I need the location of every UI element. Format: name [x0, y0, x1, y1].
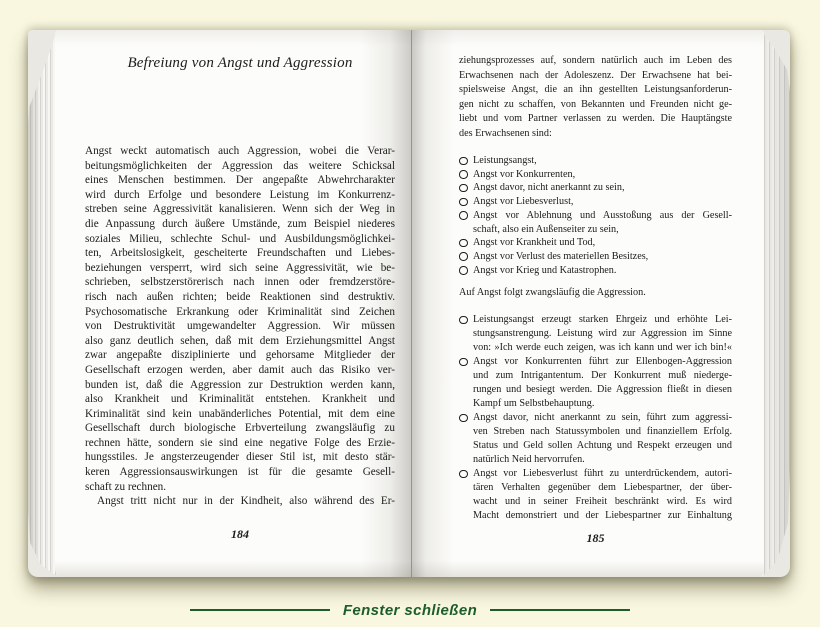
text-line: Angst vor Liebesverlust, — [473, 196, 574, 208]
text-line: hungsstiles. Je angsterzeugender dieser Stil ist, mit desto stär- — [85, 451, 395, 464]
text-line: Gesellschaft durch biologische Erbverteilung zwangsläufig zu — [85, 422, 395, 435]
text-line: ziehungsprozesses auf, sondern natürlich auch im Leben des — [459, 55, 732, 66]
text-line: wird durch Erfolge und besondere Leistung im Konkurrenz- — [85, 188, 395, 201]
text-line: Angst vor Ablehnung und Ausstoßung aus der Gesell- — [473, 209, 732, 221]
circle-bullet-icon — [459, 239, 468, 248]
book-page-right — [412, 30, 764, 577]
circle-bullet-icon — [459, 198, 468, 207]
circle-bullet-icon — [459, 157, 468, 166]
text-line: soziales Milieu, schlechte Schul- und Ausbildungsmöglichkei- — [85, 232, 395, 245]
text-line: zwar angepaßte disziplinierte und gehorsame Mitglieder der — [85, 349, 395, 362]
text-line: Psychosomatische Erkrankung oder Kriminalität sind Zeichen — [85, 305, 395, 318]
list-item — [459, 154, 732, 168]
text-line: keren Aggressionsauswirkungen ist für die gesamte Gesell- — [85, 466, 395, 479]
text-line: ten, Arbeitslosigkeit, gescheiterte Freundschaften und Liebes- — [85, 247, 395, 260]
right-page-intro-text — [459, 54, 732, 142]
list-item — [459, 195, 732, 209]
list-item — [459, 411, 732, 467]
left-page-text — [85, 144, 395, 509]
circle-bullet-icon — [459, 470, 468, 479]
list-item — [459, 355, 732, 411]
chapter-heading: Befreiung von Angst und Aggression — [127, 55, 353, 71]
list-item — [459, 168, 732, 182]
list-item — [459, 313, 732, 355]
text-line: Angst vor Konkurrenten führt zur Ellenbogen-Aggression — [473, 356, 732, 367]
text-line: risch nach außen richten; beide Reaktionen sind destruktiv. — [85, 290, 395, 303]
fears-bullet-list — [459, 154, 732, 277]
close-window-row — [0, 597, 820, 623]
list-item — [459, 467, 732, 523]
text-line: Status und Geld sollen Achtung und Respekt erzeugen und — [473, 440, 732, 451]
circle-bullet-icon — [459, 211, 468, 220]
text-line: Angst davor, nicht anerkannt zu sein, — [473, 182, 625, 194]
book-page-left — [55, 30, 412, 577]
text-line: rechnen hätte, sondern sie sind eine negative Folge des Erzie- — [85, 436, 395, 449]
circle-bullet-icon — [459, 252, 468, 261]
text-line: bunden ist, daß die Aggression zur Destruktion werden kann, — [85, 378, 395, 391]
text-line: Angst vor Krieg und Katastrophen. — [473, 264, 617, 276]
text-line: von: »Ich werde euch zeigen, was ich kann und wer ich bin!« — [473, 342, 732, 353]
text-line: spielsweise Angst, die an ihn gestellten Leistungsanforderun- — [459, 84, 732, 96]
text-line: rungen und besiegt werden. Die Aggression fließt in diesen — [473, 384, 732, 395]
text-line: Leistungsangst, — [473, 155, 537, 166]
text-line: beziehungen versperrt, wird sich seine Aggressivität, wie be- — [85, 261, 395, 274]
text-line: Angst vor Liebesverlust führt zu unterdrückendem, autori- — [473, 468, 732, 479]
text-line: streben seine Aggressivität kanalisieren. Wenn sich der Weg in — [85, 203, 395, 216]
circle-bullet-icon — [459, 358, 468, 367]
text-line: Angst davor, nicht anerkannt zu sein, führt zum aggressi- — [473, 412, 732, 423]
text-line: Erwachsenen nach der Adoleszenz. Der Erwachsene hat bei- — [459, 69, 732, 81]
text-line: Angst tritt nicht nur in der Kindheit, also während des Er- — [97, 495, 395, 508]
close-rule-right — [490, 609, 630, 611]
text-line: Angst vor Verlust des materiellen Besitzes, — [473, 250, 649, 262]
transition-sentence: Auf Angst folgt zwangsläufig die Aggression. — [459, 287, 646, 298]
text-line: schaft, also ein Außenseiter zu sein, — [473, 223, 619, 235]
circle-bullet-icon — [459, 170, 468, 179]
list-item — [459, 209, 732, 236]
text-line: Angst vor Krankheit und Tod, — [473, 237, 596, 249]
aggression-bullet-list — [459, 313, 732, 523]
page-number-left: 184 — [231, 527, 249, 541]
circle-bullet-icon — [459, 266, 468, 275]
text-line: Leistungsangst erzeugt starken Ehrgeiz und erhöhte Lei- — [473, 314, 732, 325]
circle-bullet-icon — [459, 316, 468, 325]
text-line: stungsanstrengung. Leistung wird zur Aggression im Sinne — [473, 328, 732, 339]
text-line: des Erwachsenen sind: — [459, 127, 552, 139]
list-item — [459, 264, 732, 278]
text-line: und zum Intrigantentum. Der Konkurrent muß niederge- — [473, 370, 732, 381]
text-line: Kriminalität sind kein unabänderliches Potential, mit dem eine — [85, 407, 395, 420]
text-line: ven Streben nach Statussymbolen und finanziellem Erfolg. — [473, 426, 732, 437]
page-number-right: 185 — [586, 531, 605, 545]
text-line: Angst weckt automatisch auch Aggression, wobei die Verar- — [85, 145, 395, 157]
page-stack-edge-left — [28, 31, 57, 576]
text-line: schaft zu rechnen. — [85, 480, 167, 493]
text-line: eines Menschen bestimmen. Der angepaßte Abwehrcharakter — [85, 174, 395, 187]
list-item — [459, 236, 732, 250]
circle-bullet-icon — [459, 414, 468, 423]
text-line: natürlich Neid hervorrufen. — [473, 454, 585, 465]
text-line: gen nicht zu schaffen, von Bekannten und Freunden nicht ge- — [459, 98, 732, 110]
text-line: von Destruktivität umgewandelter Aggression. Wir müssen — [85, 320, 395, 333]
text-line: also ganz deutlich sehen, daß mit dem Erziehungsmittel Angst — [85, 334, 395, 347]
text-line: Angst vor Konkurrenten, — [473, 168, 576, 180]
close-rule-left — [190, 609, 330, 611]
list-item — [459, 181, 732, 195]
text-line: Macht demonstriert und der Liebespartner zur Einhaltung — [473, 510, 732, 521]
text-line: tären Verhalten gegenüber dem Liebespartner, der über- — [473, 482, 732, 493]
page-stack-edge-right — [762, 32, 790, 577]
list-item — [459, 250, 732, 264]
open-book — [28, 30, 790, 577]
text-line: Kampf um Selbstbehauptung. — [473, 398, 595, 409]
text-line: Gesellschaft erzogen werden, aber damit auch das Risiko ver- — [85, 363, 395, 376]
text-line: also Krankheit und Kriminalität entstehen. Krankheit und — [85, 393, 395, 406]
circle-bullet-icon — [459, 184, 468, 193]
close-window-link[interactable]: Fenster schließen — [342, 601, 478, 619]
text-line: die Anpassung durch äußere Umstände, zum Beispiel niederes — [85, 217, 395, 230]
text-line: beitungsmöglichkeiten der Aggression das weitere Schicksal — [85, 159, 395, 172]
text-line: wacht und in seiner Freiheit beschränkt wird. Es wird — [473, 496, 732, 507]
text-line: liebt und vom Partner verlassen zu werden. Die Hauptängste — [459, 113, 732, 125]
text-line: schrieben, selbstzerstörerisch nach innen oder fremdzerstöre- — [85, 276, 395, 289]
